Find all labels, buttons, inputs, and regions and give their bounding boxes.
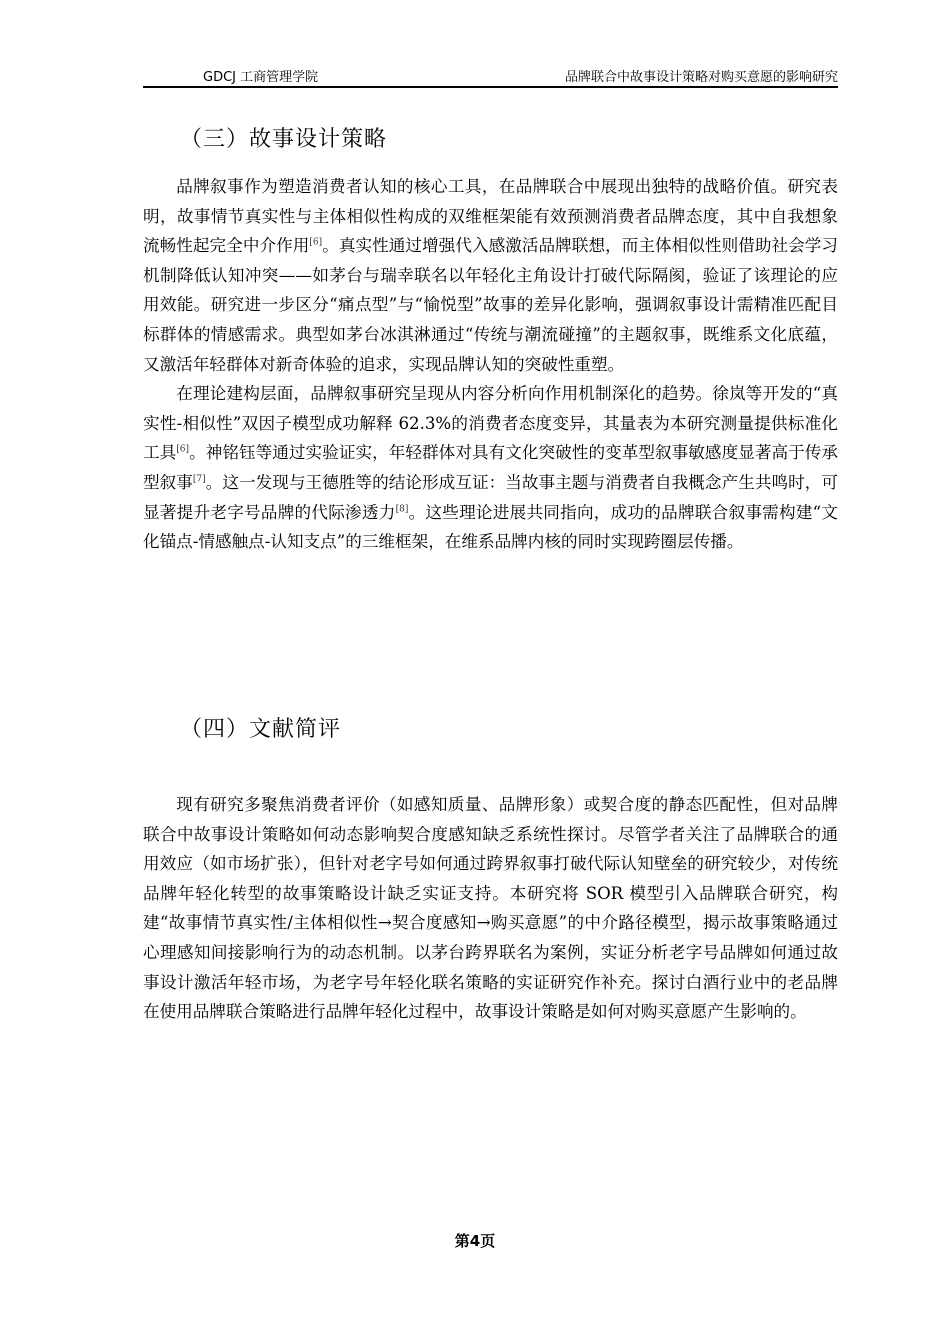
paragraph: 现有研究多聚焦消费者评价（如感知质量、品牌形象）或契合度的静态匹配性，但对品牌联合中故事设计策略如何动态影响契合度感知缺乏系统性探讨。尽管学者关注了品牌联合的通用效应（如市场扩张），但针对老字号如何通过跨界叙事打破代际认知壁垒的研究较少，对传统品牌年轻化转型的故事策略设计缺乏实证支持。本研究将 SOR 模型引入品牌联合研究，构建“故事情节真实性/主体相似性→契合度感知→购买意愿”的中介路径模型，揭示故事策略通过心理感知间接影响行为的动态机制。以茅台跨界联名为案例，实证分析老字号品牌如何通过故事设计激活年轻市场，为老字号年轻化联名策略的实证研究作补充。探讨白酒行业中的老品牌在使用品牌联合策略进行品牌年轻化过程中，故事设计策略是如何对购买意愿产生影响的。: [143, 795, 838, 1022]
header-paper-title: 品牌联合中故事设计策略对购买意愿的影响研究: [564, 70, 838, 85]
page-header: [143, 66, 838, 88]
citation-marker: [6]: [309, 237, 323, 248]
paragraph-text: 。真实性通过增强代入感激活品牌联想，而主体相似性则借助社会学习机制降低认知冲突——如茅台与瑞幸联名以年轻化主角设计打破代际隔阂，验证了该理论的应用效能。研究进一步区分“痛点型”与“愉悦型”故事的差异化影响，强调叙事设计需精准匹配目标群体的情感需求。典型如茅台冰淇淋通过“传统与潮流碰撞”的主题叙事，既维系文化底蕴，又激活年轻群体对新奇体验的追求，实现品牌认知的突破性重塑。: [143, 236, 839, 374]
paragraph: [143, 379, 838, 557]
header-institution: GDCJ 工商管理学院: [203, 70, 319, 85]
citation-marker: [8]: [395, 504, 409, 514]
header-rule: [143, 86, 838, 88]
section-literature-review-body: [143, 790, 838, 1027]
section-heading-literature-review: （四）文献简评: [180, 717, 342, 742]
paragraph-text: 在理论建构层面，品牌叙事研究呈现从内容分析向作用机制深化的趋势。徐岚等开发的“真实性-相似性”双因子模型成功解释 62.3%的消费者态度变异，其量表为本研究测量提供标准化工具: [143, 384, 838, 463]
paragraph: [143, 172, 838, 379]
page-number: 第4页: [454, 1232, 496, 1250]
section-story-design-body: [143, 172, 838, 557]
paragraph-text: 品牌叙事作为塑造消费者认知的核心工具，在品牌联合中展现出独特的战略价值。研究表明，故事情节真实性与主体相似性构成的双维框架能有效预测消费者品牌态度，其中自我想象流畅性起完全中介作用: [143, 177, 838, 256]
paragraph-text: 。神铭钰等通过实验证实，年轻群体对具有文化突破性的变革型叙事敏感度显著高于传承型叙事: [143, 443, 838, 492]
citation-marker: [6]: [176, 444, 190, 455]
paragraph-text: 。这些理论进展共同指向，成功的品牌联合叙事需构建“文化锚点-情感触点-认知支点”的三维框架，在维系品牌内核的同时实现跨圈层传播。: [143, 502, 839, 552]
citation-marker: [7]: [192, 474, 206, 485]
section-heading-story-design: （三）故事设计策略: [180, 127, 388, 152]
paragraph-text: 。这一发现与王德胜等的结论形成互证：当故事主题与消费者自我概念产生共鸣时，可显著提升老字号品牌的代际渗透力: [143, 472, 838, 522]
